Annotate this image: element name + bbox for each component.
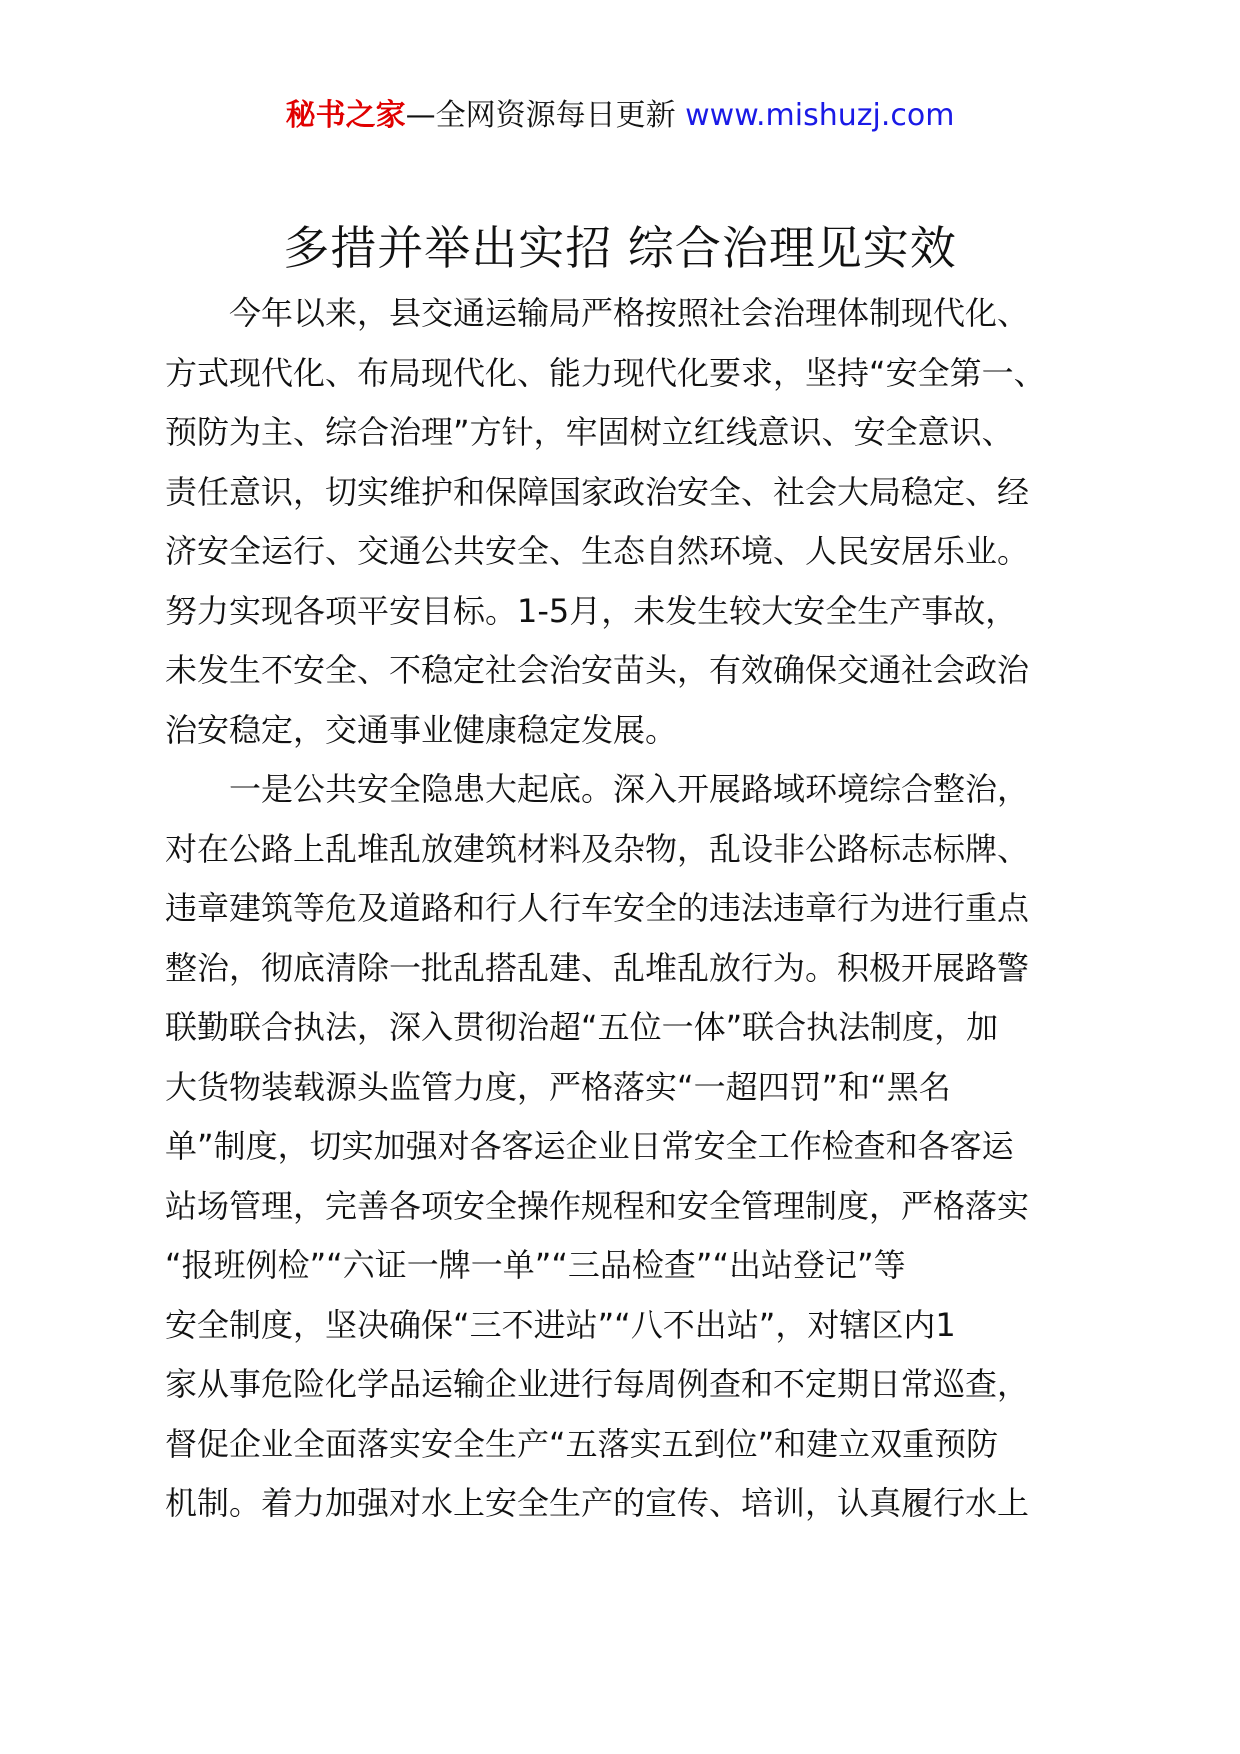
text-line: 一是公共安全隐患大起底。深入开展路域环境综合整治， — [229, 770, 1030, 808]
site-url-link[interactable]: www.mishuzj.com — [685, 98, 955, 133]
text-line: 对在公路上乱堆乱放建筑材料及杂物，乱设非公路标志标牌、 — [165, 829, 1030, 868]
text-line: 济安全运行、交通公共安全、生态自然环境、人民安居乐业。 — [165, 532, 1030, 570]
text-line: 未发生不安全、不稳定社会治安苗头，有效确保交通社会政治 — [165, 651, 1030, 689]
text-line: 站场管理，完善各项安全操作规程和安全管理制度，严格落实 — [165, 1186, 1030, 1225]
text-line: 联勤联合执法，深入贯彻治超“五位一体”联合执法制度，加 — [165, 1008, 999, 1046]
text-line: 预防为主、综合治理”方针，牢固树立红线意识、安全意识、 — [165, 413, 1014, 451]
text-line: 机制。着力加强对水上安全生产的宣传、培训，认真履行水上 — [165, 1484, 1030, 1522]
paragraph-2 — [165, 760, 1090, 1534]
document-title: 多措并举出实招 综合治理见实效 — [283, 221, 957, 275]
text-line: 大货物装载源头监管力度，严格落实“一超四罚”和“黑名 — [165, 1067, 951, 1106]
document-body — [165, 284, 1090, 1534]
text-line: 整治，彻底清除一批乱搭乱建、乱堆乱放行为。积极开展路警 — [165, 948, 1030, 987]
text-line: 家从事危险化学品运输企业进行每周例查和不定期日常巡查， — [165, 1365, 1030, 1403]
text-line: 责任意识，切实维护和保障国家政治安全、社会大局稳定、经 — [165, 472, 1030, 511]
site-tagline: —全网资源每日更新 — [405, 98, 686, 133]
text-line: 单”制度，切实加强对各客运企业日常安全工作检查和各客运 — [165, 1127, 1014, 1165]
text-line: 督促企业全面落实安全生产“五落实五到位”和建立双重预防 — [165, 1424, 999, 1463]
text-line: 安全制度，坚决确保“三不进站”“八不出站”，对辖区内1 — [165, 1305, 956, 1344]
site-header — [0, 96, 1240, 136]
text-line: 今年以来，县交通运输局严格按照社会治理体制现代化、 — [229, 294, 1030, 332]
text-line: 治安稳定，交通事业健康稳定发展。 — [165, 710, 678, 749]
site-brand: 秘书之家 — [285, 98, 406, 133]
text-line: 方式现代化、布局现代化、能力现代化要求，坚持“安全第一、 — [165, 353, 1046, 392]
text-line: “报班例检”“六证一牌一单”“三品检查”“出站登记”等 — [165, 1246, 906, 1284]
text-line: 努力实现各项平安目标。1-5月，未发生较大安全生产事故， — [165, 591, 1018, 630]
paragraph-1 — [165, 284, 1090, 760]
text-line: 违章建筑等危及道路和行人行车安全的违法违章行为进行重点 — [165, 889, 1030, 927]
